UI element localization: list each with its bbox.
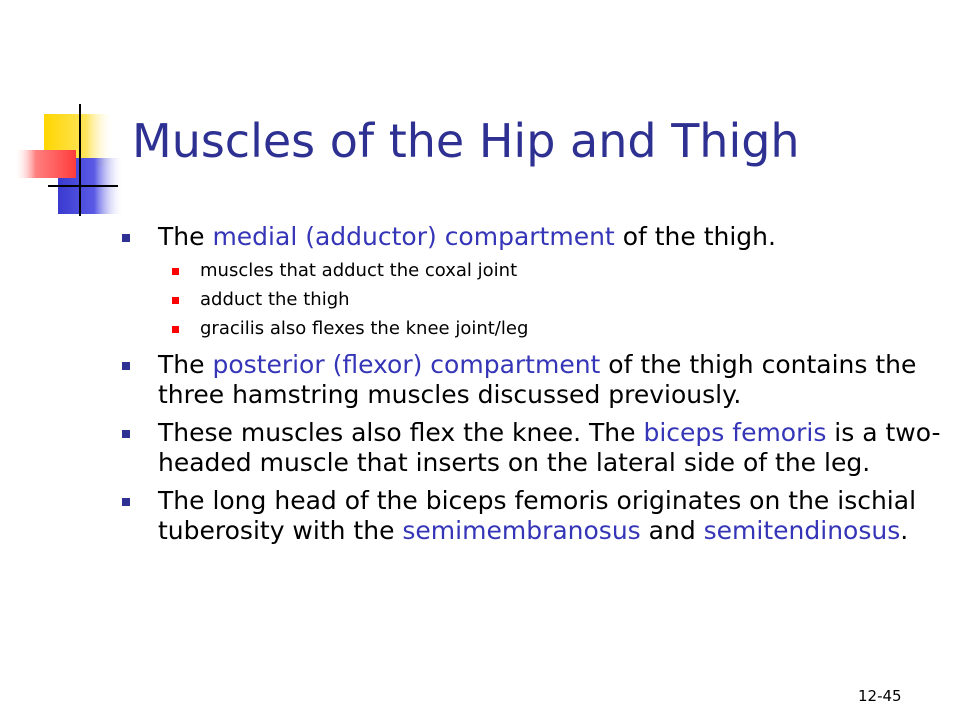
bullet-text: of the thigh contains the three hamstring muscles discussed previously. [158, 350, 917, 409]
sub-bullet-text: adduct the thigh [200, 289, 350, 310]
highlighted-term: biceps femoris [643, 418, 827, 447]
bullet-item [122, 350, 942, 410]
bullet-text: The long head of the biceps femoris originates on the ischial tuberosity with the [158, 486, 917, 545]
bullet-text: The [158, 350, 213, 379]
bullet-text: These muscles also flex the knee. The [158, 418, 644, 447]
sub-bullet-text: muscles that adduct the coxal joint [200, 260, 518, 281]
bullet-square-icon [172, 326, 179, 333]
bullet-list [122, 222, 942, 554]
slide-number: 12-45 [858, 687, 902, 705]
bullet-square-icon [122, 234, 130, 242]
slide-title: Muscles of the Hip and Thigh [132, 114, 800, 168]
bullet-square-icon [122, 430, 130, 438]
bullet-text: . [900, 516, 909, 545]
bullet-square-icon [172, 297, 179, 304]
bullet-text: and [640, 516, 704, 545]
highlighted-term: medial (adductor) compartment [212, 222, 615, 251]
bullet-item [122, 418, 942, 478]
bullet-text: The [158, 222, 213, 251]
bullet-square-icon [172, 268, 179, 275]
bullet-text: of the thigh. [614, 222, 776, 251]
sub-bullet-item [172, 289, 942, 311]
sub-bullet-list [122, 260, 942, 340]
bullet-square-icon [122, 498, 130, 506]
deco-red-bar [14, 150, 76, 178]
highlighted-term: posterior (flexor) compartment [212, 350, 601, 379]
sub-bullet-text: gracilis also flexes the knee joint/leg [200, 318, 529, 339]
bullet-item [122, 486, 942, 546]
sub-bullet-item [172, 260, 942, 282]
highlighted-term: semitendinosus [703, 516, 901, 545]
bullet-square-icon [122, 362, 130, 370]
bullet-text: is a two-headed muscle that inserts on the lateral side of the leg. [158, 418, 941, 477]
bullet-item [122, 222, 942, 252]
sub-bullet-item [172, 318, 942, 340]
highlighted-term: semimembranosus [402, 516, 641, 545]
